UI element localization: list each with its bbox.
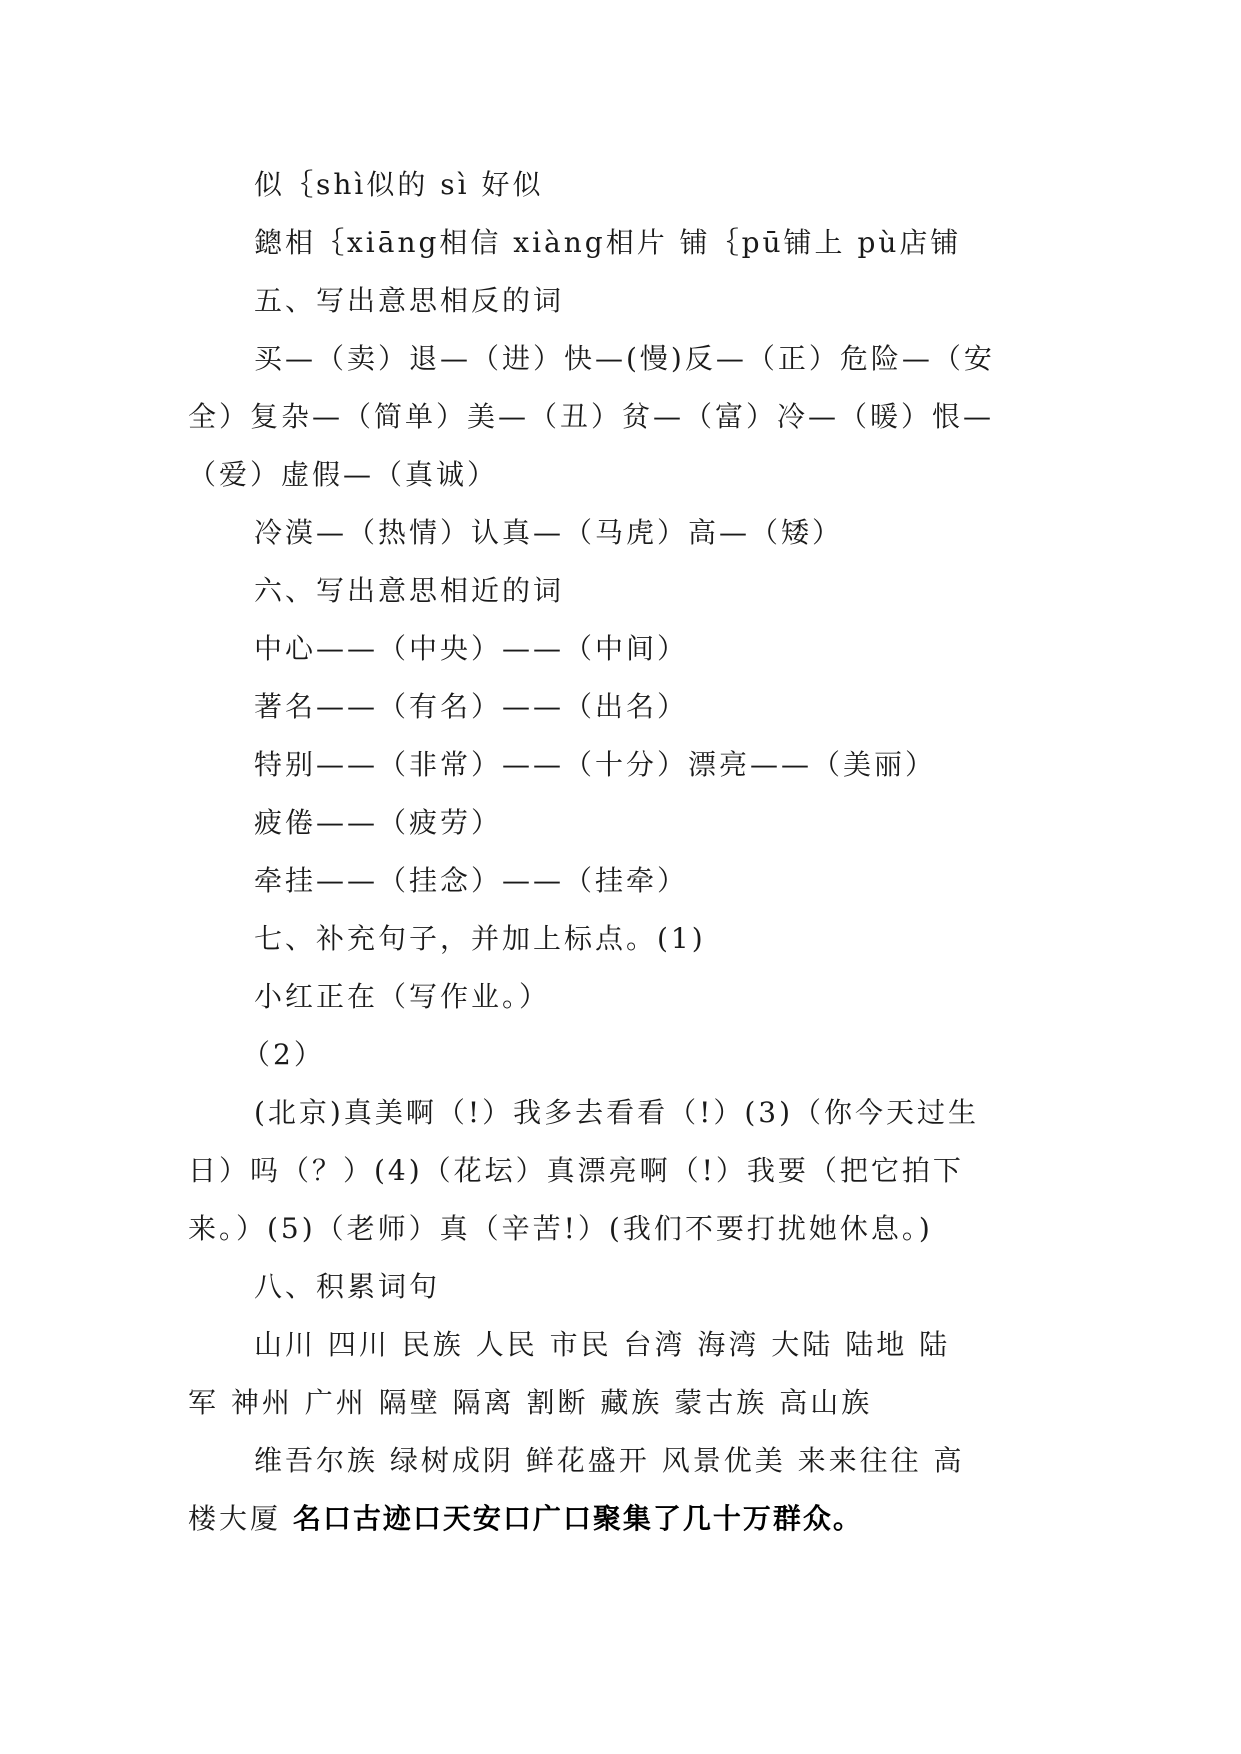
document-page	[188, 156, 1050, 1548]
section-heading-6: 六、写出意思相近的词	[254, 574, 565, 607]
text-line-12: 疲倦——（疲劳）	[254, 806, 503, 839]
text-line-4: 买—（卖）退—（进）快—(慢)反—（正）危险—（安	[254, 342, 995, 375]
text-line-19: 来。）(5)（老师）真（辛苦!）(我们不要打扰她休息。)	[188, 1212, 933, 1245]
text-line-16: （2）	[242, 1038, 325, 1071]
text-line-23: 维吾尔族 绿树成阴 鲜花盛开 风景优美 来来往往 高	[254, 1444, 965, 1477]
text-line-9: 中心——（中央）——（中间）	[254, 632, 689, 665]
text-line-21: 山川 四川 民族 人民 市民 台湾 海湾 大陆 陆地 陆	[254, 1328, 951, 1361]
text-line-2: 鏓相｛xiāng相信 xiàng相片 铺｛pū铺上 pù店铺	[254, 226, 962, 259]
text-line-24-start: 楼大厦	[188, 1502, 282, 1535]
text-line-15: 小红正在（写作业。）	[254, 980, 551, 1013]
text-line-10: 著名——（有名）——（出名）	[254, 690, 689, 723]
text-line-24	[188, 1490, 1050, 1548]
bold-sentence: 名口古迹口天安口广口聚集了几十万群众。	[292, 1502, 863, 1535]
section-heading-8: 八、积累词句	[254, 1270, 441, 1303]
text-line-1: 似｛shì似的 sì 好似	[254, 168, 544, 201]
section-heading-7: 七、补充句子，并加上标点。(1)	[254, 922, 706, 955]
section-heading-5: 五、写出意思相反的词	[254, 284, 565, 317]
text-line-17: (北京)真美啊（!）我多去看看（!）(3)（你今天过生	[254, 1096, 980, 1129]
text-line-11: 特别——（非常）——（十分）漂亮——（美丽）	[254, 748, 937, 781]
text-line-22: 军 神州 广州 隔壁 隔离 割断 藏族 蒙古族 高山族	[188, 1386, 873, 1419]
text-line-13: 牵挂——（挂念）——（挂牵）	[254, 864, 689, 897]
text-line-7: 冷漠—（热情）认真—（马虎）高—（矮）	[254, 516, 844, 549]
text-line-5: 全）复杂—（简单）美—（丑）贫—（富）冷—（暖）恨—	[188, 400, 995, 433]
text-line-18: 日）吗（？）(4)（花坛）真漂亮啊（!）我要（把它拍下	[188, 1154, 964, 1187]
text-line-6: （爱）虚假—（真诚）	[188, 458, 499, 491]
